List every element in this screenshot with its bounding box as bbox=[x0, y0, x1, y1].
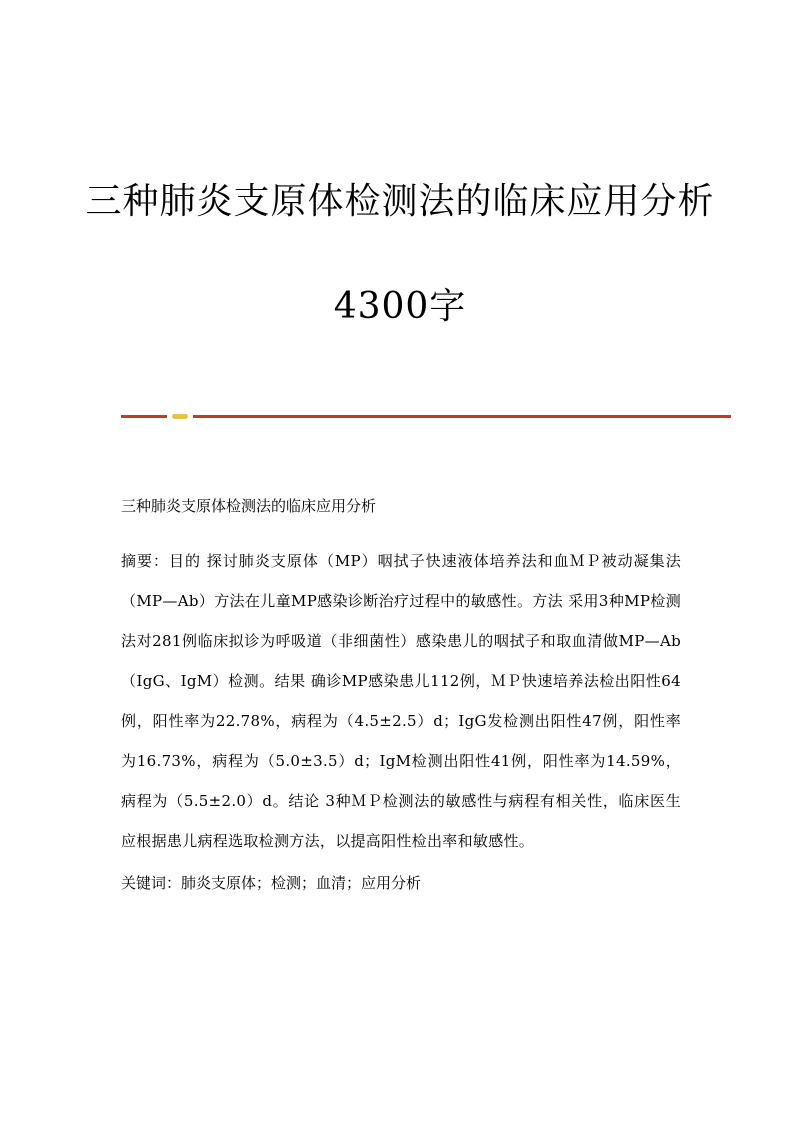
abstract-paragraph: 摘要：目的 探讨肺炎支原体（MP）咽拭子快速液体培养法和血ＭＰ被动凝集法（MP—Ab）方法在儿童MP感染诊断治疗过程中的敏感性。方法 采用3种MP检测法对281例临床拟诊为呼吸道（非细菌性）感染患儿的咽拭子和取血清做MP—Ab（IgG、IgM）检测。结果 确诊MP感染患儿112例，ＭＰ快速培养法检出阳性64例，阳性率为22.78%，病程为（4.5±2.5）d；IgG发检测出阳性47例，阳性率为16.73%，病程为（5.0±3.5）d；IgM检测出阳性41例，阳性率为14.59%，病程为（5.5±2.0）d。结论 3种ＭＰ检测法的敏感性与病程有相关性，临床医生应根据患儿病程选取检测方法，以提高阳性检出率和敏感性。 bbox=[121, 552, 681, 850]
document-title-line-1: 三种肺炎支原体检测法的临床应用分析 bbox=[85, 181, 715, 222]
section-heading: 三种肺炎支原体检测法的临床应用分析 bbox=[121, 497, 377, 515]
divider-bar-right bbox=[193, 415, 731, 418]
divider-ornament-icon bbox=[172, 414, 188, 419]
title-divider bbox=[121, 414, 731, 418]
keywords-line: 关键词：肺炎支原体；检测；血清；应用分析 bbox=[121, 874, 422, 892]
title-block bbox=[0, 172, 800, 337]
divider-bar-left bbox=[121, 415, 167, 418]
document-body bbox=[121, 486, 681, 903]
document-title-line-2: 4300字 bbox=[333, 286, 467, 327]
